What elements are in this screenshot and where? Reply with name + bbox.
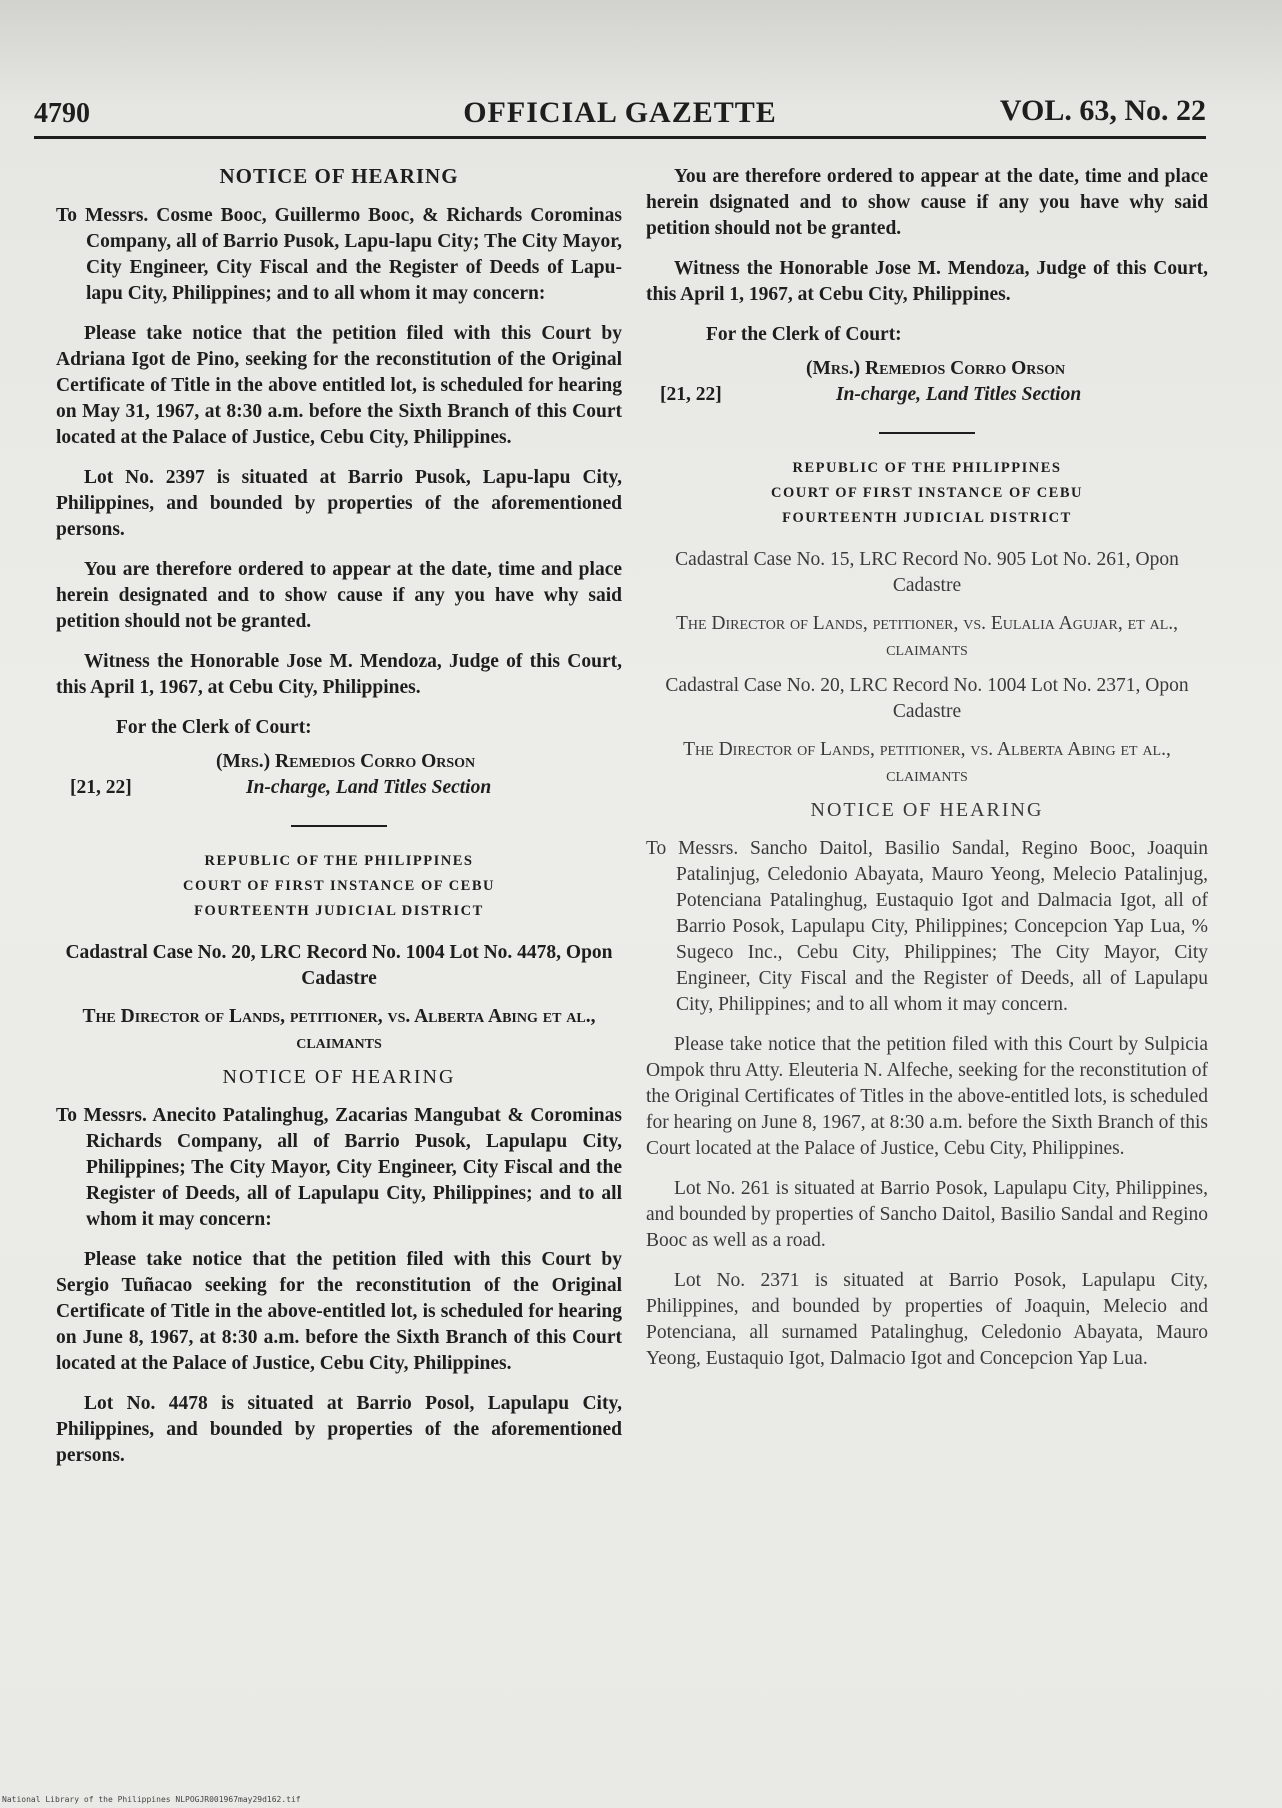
- page-number: 4790: [34, 98, 90, 129]
- clerk-line: For the Clerk of Court:: [706, 324, 902, 345]
- court-name: COURT OF FIRST INSTANCE OF CEBU: [182, 878, 495, 894]
- notice-addressee: To Messrs. Cosme Booc, Guillermo Booc, & Richards Corominas Company, all of Barrio Pusok, Lapu-lapu City; The City Mayor, City Engineer, City Fiscal and the Register of Deeds of Lapu-lapu City, Philippines; and to all whom it may concern:: [56, 205, 622, 304]
- court-heading: [646, 456, 1208, 531]
- court-republic: REPUBLIC OF THE PHILIPPINES: [204, 853, 474, 869]
- case-parties: The Director of Lands, petitioner, vs. Eulalia Agujar, et al., claimants: [675, 613, 1178, 660]
- case-parties: The Director of Lands, petitioner, vs. Alberta Abing et al., claimants: [683, 739, 1171, 786]
- court-district: FOURTEENTH JUDICIAL DISTRICT: [782, 510, 1072, 526]
- case-number: Cadastral Case No. 20, LRC Record No. 1004 Lot No. 2371, Opon Cadastre: [665, 675, 1189, 722]
- notice-heading: NOTICE OF HEARING: [810, 799, 1044, 821]
- notice-paragraph: Please take notice that the petition filed with this Court by Sergio Tuñacao seeking for the reconstitution of the Original Certificate of Title in the above-entitled lot, is scheduled for hearing on June 8, 1967, at 8:30 a.m. before the Sixth Branch of this Court located at the Palace of Justice, Cebu City, Philippines.: [56, 1249, 622, 1374]
- section-divider: [291, 825, 387, 827]
- issue-numbers: [21, 22]: [70, 777, 132, 798]
- notice-addressee: To Messrs. Anecito Patalinghug, Zacarias Mangubat & Corominas Richards Company, all of Barrio Pusok, Lapulapu City, Philippines; The City Mayor, City Engineer, City Fiscal and the Register of Deeds, all of Lapulapu City, Philippines; and to all whom it may concern:: [56, 1105, 622, 1230]
- publication-title: OFFICIAL GAZETTE: [463, 96, 777, 129]
- signatory-name: (Mrs.) Remedios Corro Orson: [216, 751, 476, 772]
- notice-paragraph: You are therefore ordered to appear at the date, time and place herein dsignated and to show cause if any you have why said petition should not be granted.: [646, 166, 1208, 239]
- case-number: Cadastral Case No. 20, LRC Record No. 1004 Lot No. 4478, Opon Cadastre: [65, 942, 613, 989]
- signature-block: [56, 749, 622, 805]
- scan-credit: National Library of the Philippines NLPOGJR001967may29d162.tif: [2, 1795, 301, 1804]
- notice-heading: NOTICE OF HEARING: [222, 1066, 456, 1088]
- notice-addressee: To Messrs. Sancho Daitol, Basilio Sandal, Regino Booc, Joaquin Patalinjug, Celedonio Abayata, Mauro Yeong, Melecio Patalinjug, Potenciana Patalinghug, Eustaquio Igot and Dalmacia Igot, all of Barrio Posok, Lapulapu City, Philippines; Concepcion Yap Lua, % Sugeco Inc., Cebu City, Philippines; The City Mayor, City Engineer, City Fiscal and the Register of Deeds, all of Lapulapu City, Philippines; and to all whom it may concern.: [646, 838, 1208, 1015]
- court-heading: [56, 849, 622, 924]
- signatory-title: In-charge, Land Titles Section: [836, 384, 1082, 405]
- case-parties: The Director of Lands, petitioner, vs. Alberta Abing et al., claimants: [82, 1006, 596, 1053]
- notice-paragraph: Witness the Honorable Jose M. Mendoza, Judge of this Court, this April 1, 1967, at Cebu City, Philippines.: [56, 651, 622, 698]
- notice-paragraph: Please take notice that the petition filed with this Court by Sulpicia Ompok thru Atty. Eleuteria N. Alfeche, seeking for the reconstitution of the Original Certificates of Titles in the above-entitled lots, is scheduled for hearing on June 8, 1967, at 8:30 a.m. before the Sixth Branch of this Court located at the Palace of Justice, Cebu City, Philippines.: [646, 1034, 1208, 1159]
- page-header: [34, 92, 1206, 139]
- section-divider: [879, 432, 975, 434]
- signatory-name: (Mrs.) Remedios Corro Orson: [806, 358, 1066, 379]
- notice-paragraph: Lot No. 2371 is situated at Barrio Posok, Lapulapu City, Philippines, and bounded by properties of Joaquin, Melecio and Potenciana, all surnamed Patalinghug, Celedonio Abayata, Mauro Yeong, Eustaquio Igot, Dalmacio Igot and Concepcion Yap Lua.: [646, 1270, 1208, 1369]
- notice-paragraph: Lot No. 261 is situated at Barrio Posok, Lapulapu City, Philippines, and bounded by properties of Sancho Daitol, Basilio Sandal and Regino Booc as well as a road.: [646, 1178, 1208, 1251]
- right-column: [646, 164, 1208, 1386]
- court-district: FOURTEENTH JUDICIAL DISTRICT: [194, 903, 484, 919]
- issue-numbers: [21, 22]: [660, 384, 722, 405]
- court-republic: REPUBLIC OF THE PHILIPPINES: [792, 460, 1062, 476]
- clerk-line: For the Clerk of Court:: [116, 717, 312, 738]
- signatory-title: In-charge, Land Titles Section: [246, 777, 492, 798]
- notice-heading: NOTICE OF HEARING: [219, 164, 459, 188]
- left-column: [56, 164, 622, 1483]
- notice-paragraph: Lot No. 4478 is situated at Barrio Posol, Lapulapu City, Philippines, and bounded by properties of the aforementioned persons.: [56, 1393, 622, 1466]
- notice-paragraph: Lot No. 2397 is situated at Barrio Pusok, Lapu-lapu City, Philippines, and bounded by properties of the aforementioned persons.: [56, 467, 622, 540]
- volume-number: VOL. 63, No. 22: [999, 94, 1206, 127]
- notice-paragraph: Witness the Honorable Jose M. Mendoza, Judge of this Court, this April 1, 1967, at Cebu City, Philippines.: [646, 258, 1208, 305]
- signature-block: [646, 356, 1208, 412]
- case-number: Cadastral Case No. 15, LRC Record No. 905 Lot No. 261, Opon Cadastre: [675, 549, 1179, 596]
- notice-paragraph: Please take notice that the petition filed with this Court by Adriana Igot de Pino, seeking for the reconstitution of the Original Certificate of Title in the above entitled lot, is scheduled for hearing on May 31, 1967, at 8:30 a.m. before the Sixth Branch of this Court located at the Palace of Justice, Cebu City, Philippines.: [56, 323, 622, 448]
- notice-paragraph: You are therefore ordered to appear at the date, time and place herein designated and to show cause if any you have why said petition should not be granted.: [56, 559, 622, 632]
- court-name: COURT OF FIRST INSTANCE OF CEBU: [770, 485, 1083, 501]
